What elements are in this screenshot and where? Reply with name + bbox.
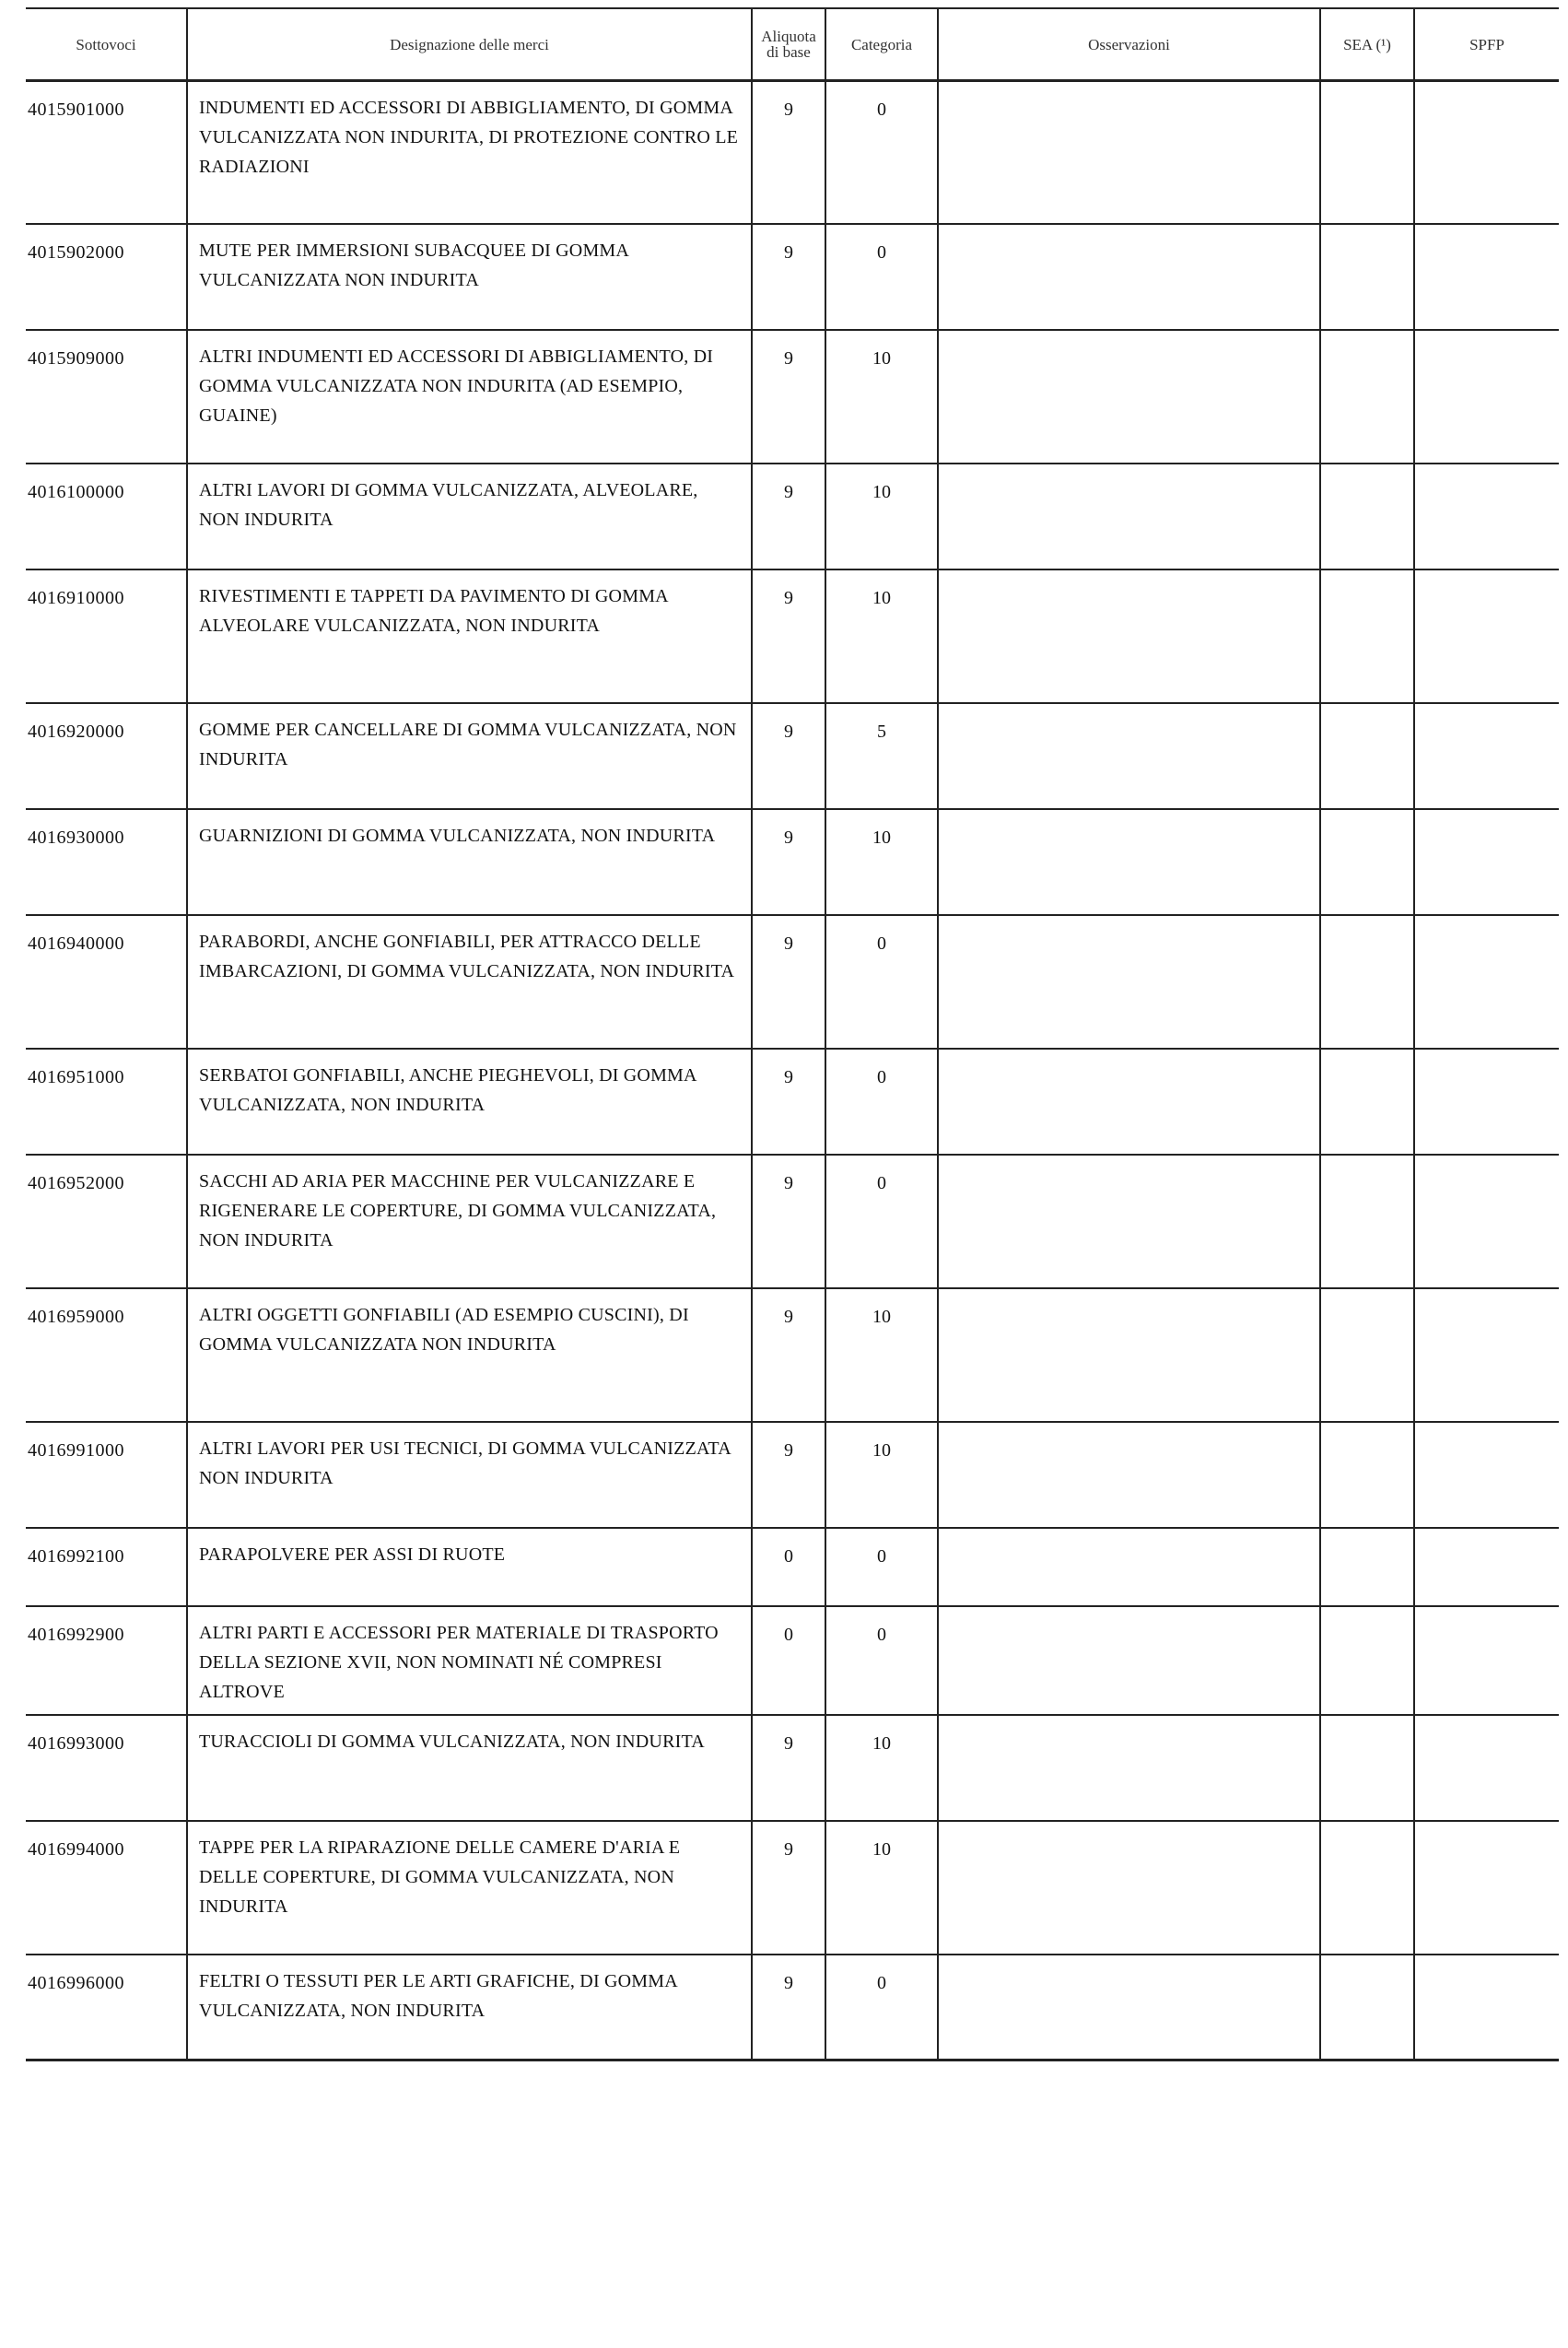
cell-aliquota: 9 (752, 569, 825, 703)
cell-osservazioni (938, 1422, 1320, 1528)
tariff-table-container (26, 7, 1559, 2061)
cell-designazione: SACCHI AD ARIA PER MACCHINE PER VULCANIZZARE E RIGENERARE LE COPERTURE, DI GOMMA VULCANIZZATA, NON INDURITA (187, 1155, 752, 1288)
cell-spfp (1414, 330, 1559, 464)
cell-spfp (1414, 703, 1559, 809)
cell-osservazioni (938, 1821, 1320, 1955)
header-aliquota: Aliquota di base (752, 8, 825, 81)
table-header-row (26, 8, 1559, 81)
cell-aliquota: 9 (752, 915, 825, 1049)
tariff-table (26, 7, 1559, 2061)
cell-categoria: 0 (825, 224, 938, 330)
cell-spfp (1414, 1821, 1559, 1955)
cell-categoria: 10 (825, 1715, 938, 1821)
cell-sottovoce: 4015909000 (26, 330, 187, 464)
cell-designazione: ALTRI LAVORI PER USI TECNICI, DI GOMMA VULCANIZZATA NON INDURITA (187, 1422, 752, 1528)
cell-sottovoce: 4016910000 (26, 569, 187, 703)
cell-osservazioni (938, 809, 1320, 915)
cell-osservazioni (938, 569, 1320, 703)
table-row (26, 1821, 1559, 1955)
cell-designazione: GUARNIZIONI DI GOMMA VULCANIZZATA, NON INDURITA (187, 809, 752, 915)
cell-aliquota: 9 (752, 1821, 825, 1955)
cell-categoria: 10 (825, 1288, 938, 1422)
cell-osservazioni (938, 1155, 1320, 1288)
cell-categoria: 0 (825, 1528, 938, 1606)
table-row (26, 224, 1559, 330)
cell-spfp (1414, 809, 1559, 915)
table-row (26, 330, 1559, 464)
cell-categoria: 10 (825, 1422, 938, 1528)
table-row (26, 81, 1559, 224)
cell-spfp (1414, 1955, 1559, 2060)
cell-aliquota: 9 (752, 330, 825, 464)
cell-aliquota: 9 (752, 224, 825, 330)
cell-sottovoce: 4016994000 (26, 1821, 187, 1955)
cell-spfp (1414, 569, 1559, 703)
table-row (26, 1606, 1559, 1715)
cell-sea (1320, 1422, 1414, 1528)
cell-designazione: TURACCIOLI DI GOMMA VULCANIZZATA, NON INDURITA (187, 1715, 752, 1821)
cell-designazione: TAPPE PER LA RIPARAZIONE DELLE CAMERE D'ARIA E DELLE COPERTURE, DI GOMMA VULCANIZZATA, NON INDURITA (187, 1821, 752, 1955)
table-row (26, 1955, 1559, 2060)
cell-sea (1320, 330, 1414, 464)
cell-spfp (1414, 1715, 1559, 1821)
header-sottovoci: Sottovoci (26, 8, 187, 81)
cell-designazione: GOMME PER CANCELLARE DI GOMMA VULCANIZZATA, NON INDURITA (187, 703, 752, 809)
table-row (26, 1155, 1559, 1288)
cell-aliquota: 9 (752, 703, 825, 809)
header-sea: SEA (¹) (1320, 8, 1414, 81)
cell-aliquota: 0 (752, 1606, 825, 1715)
cell-osservazioni (938, 703, 1320, 809)
cell-aliquota: 9 (752, 1288, 825, 1422)
cell-aliquota: 9 (752, 809, 825, 915)
table-body (26, 81, 1559, 2060)
cell-osservazioni (938, 1606, 1320, 1715)
cell-osservazioni (938, 1955, 1320, 2060)
cell-aliquota: 9 (752, 1422, 825, 1528)
table-row (26, 1288, 1559, 1422)
cell-spfp (1414, 81, 1559, 224)
cell-sea (1320, 1715, 1414, 1821)
cell-sea (1320, 1049, 1414, 1155)
cell-spfp (1414, 1049, 1559, 1155)
header-osservazioni: Osservazioni (938, 8, 1320, 81)
cell-sottovoce: 4015902000 (26, 224, 187, 330)
cell-spfp (1414, 1155, 1559, 1288)
cell-categoria: 0 (825, 1606, 938, 1715)
cell-categoria: 10 (825, 1821, 938, 1955)
table-row (26, 1422, 1559, 1528)
cell-spfp (1414, 464, 1559, 569)
cell-osservazioni (938, 1528, 1320, 1606)
table-row (26, 464, 1559, 569)
cell-designazione: MUTE PER IMMERSIONI SUBACQUEE DI GOMMA VULCANIZZATA NON INDURITA (187, 224, 752, 330)
cell-categoria: 0 (825, 81, 938, 224)
cell-sea (1320, 224, 1414, 330)
cell-osservazioni (938, 1715, 1320, 1821)
table-row (26, 809, 1559, 915)
cell-sea (1320, 464, 1414, 569)
cell-sottovoce: 4016100000 (26, 464, 187, 569)
cell-categoria: 0 (825, 1049, 938, 1155)
cell-sea (1320, 1821, 1414, 1955)
cell-sottovoce: 4016920000 (26, 703, 187, 809)
cell-aliquota: 9 (752, 81, 825, 224)
table-row (26, 1528, 1559, 1606)
cell-sea (1320, 1528, 1414, 1606)
cell-categoria: 0 (825, 1155, 938, 1288)
cell-sottovoce: 4015901000 (26, 81, 187, 224)
cell-designazione: PARAPOLVERE PER ASSI DI RUOTE (187, 1528, 752, 1606)
cell-designazione: INDUMENTI ED ACCESSORI DI ABBIGLIAMENTO, DI GOMMA VULCANIZZATA NON INDURITA, DI PROTEZIONE CONTRO LE RADIAZIONI (187, 81, 752, 224)
cell-designazione: ALTRI INDUMENTI ED ACCESSORI DI ABBIGLIAMENTO, DI GOMMA VULCANIZZATA NON INDURITA (AD ESEMPIO, GUAINE) (187, 330, 752, 464)
cell-aliquota: 9 (752, 1155, 825, 1288)
cell-osservazioni (938, 224, 1320, 330)
cell-sottovoce: 4016930000 (26, 809, 187, 915)
cell-sea (1320, 569, 1414, 703)
cell-designazione: FELTRI O TESSUTI PER LE ARTI GRAFICHE, DI GOMMA VULCANIZZATA, NON INDURITA (187, 1955, 752, 2060)
cell-categoria: 0 (825, 915, 938, 1049)
cell-sottovoce: 4016951000 (26, 1049, 187, 1155)
cell-osservazioni (938, 330, 1320, 464)
cell-sottovoce: 4016993000 (26, 1715, 187, 1821)
cell-spfp (1414, 915, 1559, 1049)
cell-aliquota: 9 (752, 1715, 825, 1821)
table-row (26, 915, 1559, 1049)
cell-sea (1320, 915, 1414, 1049)
cell-designazione: PARABORDI, ANCHE GONFIABILI, PER ATTRACCO DELLE IMBARCAZIONI, DI GOMMA VULCANIZZATA, NON INDURITA (187, 915, 752, 1049)
cell-sea (1320, 1606, 1414, 1715)
cell-sea (1320, 1155, 1414, 1288)
table-row (26, 569, 1559, 703)
cell-spfp (1414, 224, 1559, 330)
cell-categoria: 0 (825, 1955, 938, 2060)
cell-aliquota: 0 (752, 1528, 825, 1606)
cell-categoria: 10 (825, 330, 938, 464)
cell-osservazioni (938, 1049, 1320, 1155)
cell-spfp (1414, 1288, 1559, 1422)
header-categoria: Categoria (825, 8, 938, 81)
cell-spfp (1414, 1606, 1559, 1715)
cell-osservazioni (938, 464, 1320, 569)
cell-aliquota: 9 (752, 1049, 825, 1155)
cell-sea (1320, 81, 1414, 224)
cell-spfp (1414, 1422, 1559, 1528)
cell-osservazioni (938, 81, 1320, 224)
cell-osservazioni (938, 1288, 1320, 1422)
cell-spfp (1414, 1528, 1559, 1606)
cell-sottovoce: 4016940000 (26, 915, 187, 1049)
cell-sea (1320, 809, 1414, 915)
cell-designazione: ALTRI PARTI E ACCESSORI PER MATERIALE DI TRASPORTO DELLA SEZIONE XVII, NON NOMINATI NÉ COMPRESI ALTROVE (187, 1606, 752, 1715)
cell-sottovoce: 4016959000 (26, 1288, 187, 1422)
cell-sottovoce: 4016992100 (26, 1528, 187, 1606)
header-designazione: Designazione delle merci (187, 8, 752, 81)
cell-sottovoce: 4016996000 (26, 1955, 187, 2060)
cell-categoria: 10 (825, 569, 938, 703)
cell-categoria: 10 (825, 809, 938, 915)
cell-sottovoce: 4016992900 (26, 1606, 187, 1715)
table-row (26, 703, 1559, 809)
cell-sottovoce: 4016952000 (26, 1155, 187, 1288)
cell-sea (1320, 1288, 1414, 1422)
cell-aliquota: 9 (752, 1955, 825, 2060)
cell-designazione: RIVESTIMENTI E TAPPETI DA PAVIMENTO DI GOMMA ALVEOLARE VULCANIZZATA, NON INDURITA (187, 569, 752, 703)
cell-aliquota: 9 (752, 464, 825, 569)
table-row (26, 1715, 1559, 1821)
cell-designazione: SERBATOI GONFIABILI, ANCHE PIEGHEVOLI, DI GOMMA VULCANIZZATA, NON INDURITA (187, 1049, 752, 1155)
cell-sea (1320, 703, 1414, 809)
header-spfp: SPFP (1414, 8, 1559, 81)
cell-designazione: ALTRI OGGETTI GONFIABILI (AD ESEMPIO CUSCINI), DI GOMMA VULCANIZZATA NON INDURITA (187, 1288, 752, 1422)
cell-categoria: 10 (825, 464, 938, 569)
cell-osservazioni (938, 915, 1320, 1049)
cell-sea (1320, 1955, 1414, 2060)
cell-categoria: 5 (825, 703, 938, 809)
table-row (26, 1049, 1559, 1155)
cell-designazione: ALTRI LAVORI DI GOMMA VULCANIZZATA, ALVEOLARE, NON INDURITA (187, 464, 752, 569)
cell-sottovoce: 4016991000 (26, 1422, 187, 1528)
